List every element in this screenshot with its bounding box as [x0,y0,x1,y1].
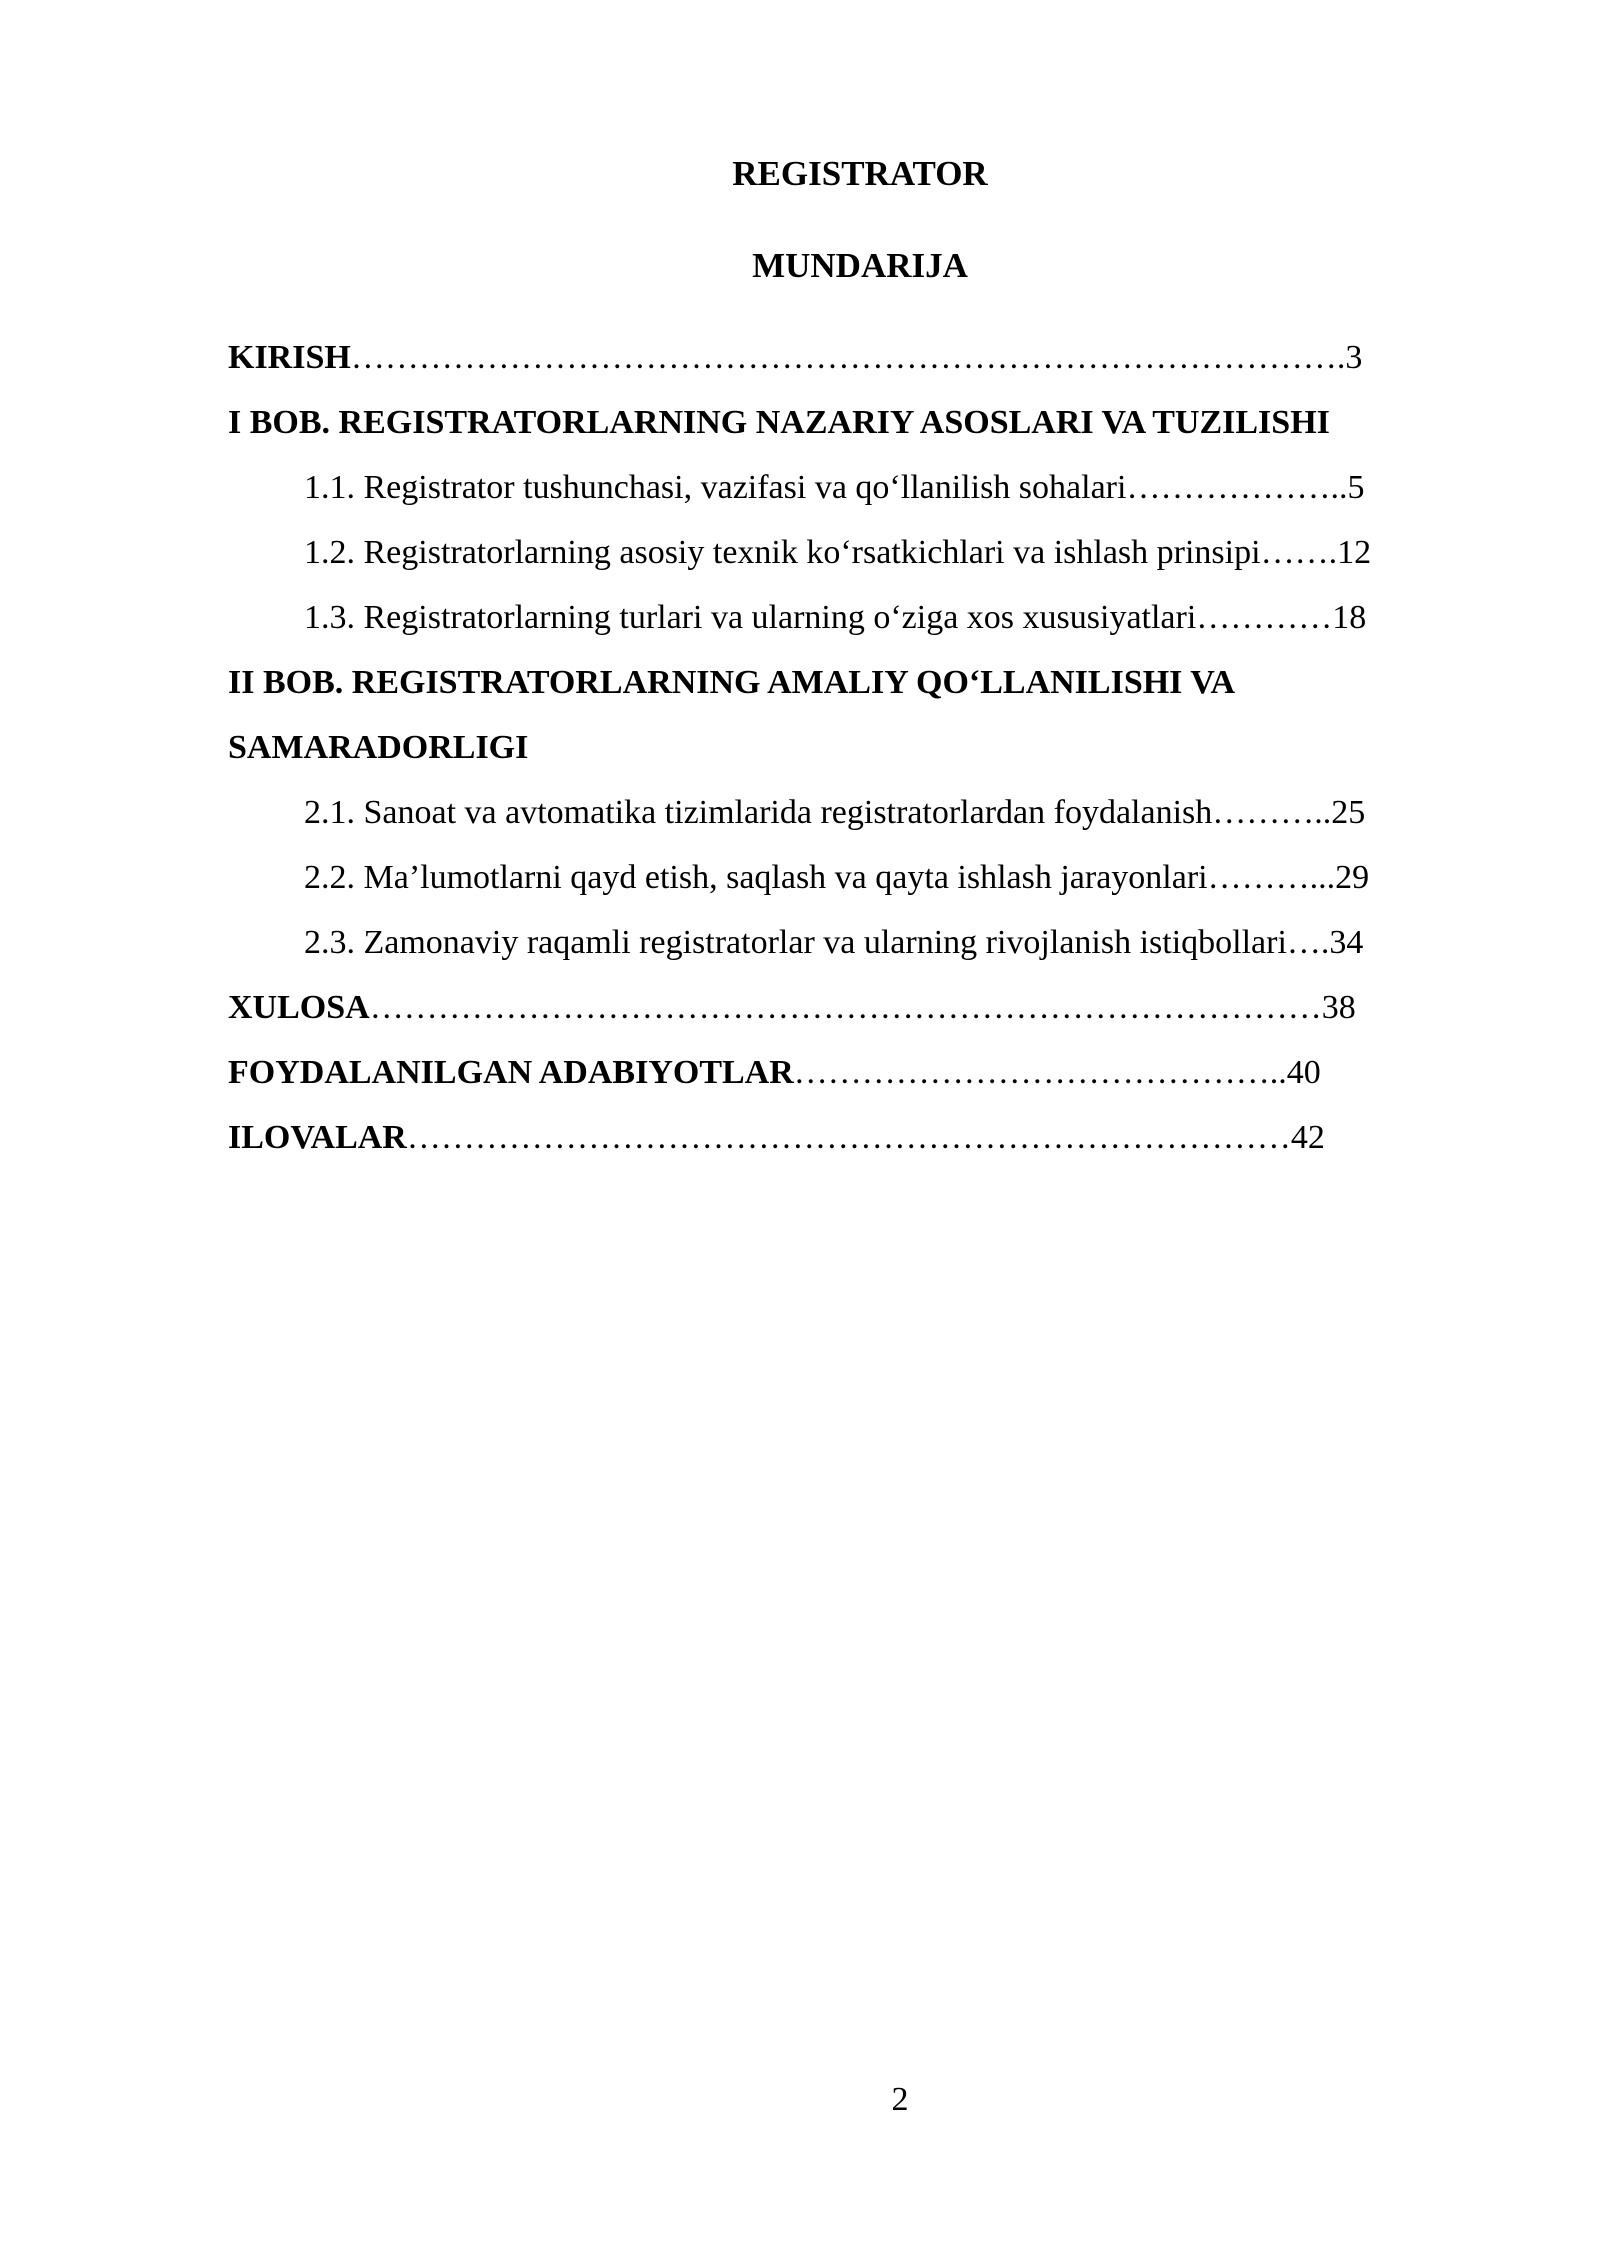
document-title: REGISTRATOR [732,154,988,193]
toc-entry [228,531,1478,596]
toc-entry [228,1051,1478,1116]
table-of-contents [228,336,1478,1181]
toc-dot-leader: …………………………………….. [793,1054,1287,1091]
toc-dot-leader: ……….. [1212,794,1332,831]
toc-entry-title: KIRISH [228,339,351,376]
toc-entry [228,661,1478,726]
table-of-contents-heading: MUNDARIJA [752,246,968,285]
toc-entry [228,596,1478,661]
toc-entry-title: 1.2. Registratorlarning asosiy texnik ko‘rsatkichlari va ishlash prinsipi [304,534,1261,571]
toc-entry-title: I BOB. REGISTRATORLARNING NAZARIY ASOSLARI VA TUZILISHI [228,404,1330,441]
toc-page-number: 5 [1347,469,1365,506]
toc-dot-leader: …. [1286,924,1330,961]
toc-page-number: 38 [1321,989,1356,1026]
toc-page-number: 40 [1286,1054,1321,1091]
toc-dot-leader: ………... [1207,859,1336,896]
toc-dot-leader: ……………………………………………………………………………. [350,339,1346,376]
toc-entry-title: 2.1. Sanoat va avtomatika tizimlarida registratorlardan foydalanish [304,794,1213,831]
toc-entry [228,856,1478,921]
toc-page-number: 18 [1332,599,1367,636]
toc-entry-title: XULOSA [228,989,370,1026]
toc-dot-leader: ………………………………………………………………………… [369,989,1322,1026]
toc-entry [228,791,1478,856]
toc-page-number: 34 [1329,924,1364,961]
toc-entry-title: SAMARADORLIGI [228,729,529,766]
toc-entry [228,1116,1478,1181]
toc-entry-title: II BOB. REGISTRATORLARNING AMALIY QO‘LLANILISHI VA [228,664,1236,701]
toc-entry [228,726,1478,791]
toc-entry [228,921,1478,986]
toc-entry [228,401,1478,466]
toc-entry [228,336,1478,401]
toc-dot-leader: …………………………………………………………………… [406,1119,1291,1156]
toc-page-number: 29 [1335,859,1370,896]
toc-page-number: 42 [1290,1119,1325,1156]
toc-page-number: 3 [1345,339,1363,376]
page-number: 2 [891,2081,909,2118]
toc-page-number: 25 [1331,794,1366,831]
toc-entry-title: 2.3. Zamonaviy raqamli registratorlar va ularning rivojlanish istiqbollari [304,924,1287,961]
toc-entry-title: 1.3. Registratorlarning turlari va ularning o‘ziga xos xususiyatlari [304,599,1197,636]
toc-entry [228,986,1478,1051]
toc-entry [228,466,1478,531]
toc-entry-title: FOYDALANILGAN ADABIYOTLAR [228,1054,794,1091]
toc-dot-leader: ……. [1260,534,1338,571]
toc-page-number: 12 [1337,534,1372,571]
toc-entry-title: 2.2. Ma’lumotlarni qayd etish, saqlash va qayta ishlash jarayonlari [304,859,1208,896]
toc-entry-title: ILOVALAR [228,1119,407,1156]
toc-dot-leader: ……………….. [1126,469,1348,506]
toc-dot-leader: ………… [1196,599,1333,636]
toc-entry-title: 1.1. Registrator tushunchasi, vazifasi va qo‘llanilish sohalari [304,469,1127,506]
